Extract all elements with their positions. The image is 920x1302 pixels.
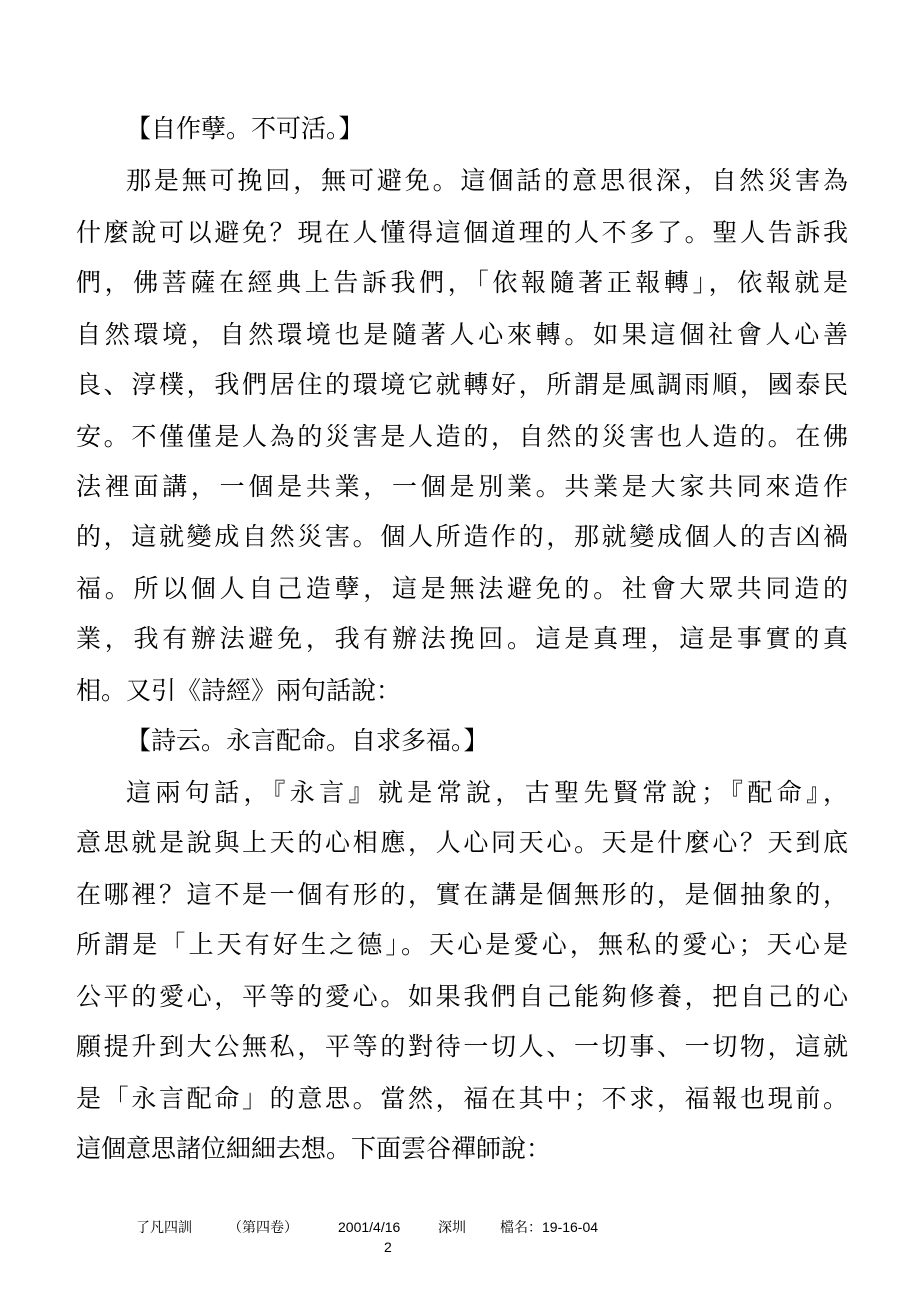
paragraph-2-line: 願提升到大公無私，平等的對待一切人、一切事、一切物，這就: [76, 1032, 848, 1061]
quote-heading-2: 【詩云。永言配命。自求多福。】: [126, 726, 489, 755]
paragraph-1-line: 相。又引《詩經》兩句話說：: [76, 676, 402, 705]
paragraph-2-line: 這個意思諸位細細去想。下面雲谷禪師說：: [76, 1134, 552, 1163]
paragraph-2-line: 這兩句話，『永言』就是常說，古聖先賢常說；『配命』，: [126, 778, 848, 807]
footer-date: 2001/4/16: [338, 1219, 401, 1235]
paragraph-1-line: 那是無可挽回，無可避免。這個話的意思很深，自然災害為: [126, 166, 848, 195]
paragraph-2-line: 意思就是說與上天的心相應，人心同天心。天是什麼心？天到底: [76, 828, 848, 857]
paragraph-1-line: 福。所以個人自己造孽，這是無法避免的。社會大眾共同造的: [76, 574, 848, 603]
footer-volume: （第四卷）: [228, 1219, 298, 1235]
paragraph-1-line: 業，我有辦法避免，我有辦法挽回。這是真理，這是事實的真: [76, 624, 848, 653]
paragraph-1-line: 安。不僅僅是人為的災害是人造的，自然的災害也人造的。在佛: [76, 422, 848, 451]
paragraph-2-line: 是「永言配命」的意思。當然，福在其中；不求，福報也現前。: [76, 1084, 848, 1113]
paragraph-2-line: 在哪裡？這不是一個有形的，實在講是個無形的，是個抽象的，: [76, 880, 848, 909]
paragraph-1-line: 自然環境，自然環境也是隨著人心來轉。如果這個社會人心善: [76, 320, 848, 349]
paragraph-1-line: 們，佛菩薩在經典上告訴我們，「依報隨著正報轉」，依報就是: [76, 268, 848, 297]
paragraph-2-line: 所謂是「上天有好生之德」。天心是愛心，無私的愛心；天心是: [76, 930, 848, 959]
paragraph-1-line: 什麼說可以避免？現在人懂得這個道理的人不多了。聖人告訴我: [76, 218, 848, 247]
page-number: 2: [384, 1239, 392, 1255]
paragraph-2-line: 公平的愛心，平等的愛心。如果我們自己能夠修養，把自己的心: [76, 982, 848, 1011]
footer-place: 深圳: [438, 1219, 466, 1235]
quote-heading-1: 【自作孽。不可活。】: [126, 114, 364, 143]
paragraph-1-line: 良、淳樸，我們居住的環境它就轉好，所謂是風調雨順，國泰民: [76, 370, 848, 399]
footer-file-name: 檔名：19-16-04: [500, 1219, 599, 1235]
footer-book-title: 了凡四訓: [136, 1219, 192, 1235]
paragraph-1-line: 法裡面講，一個是共業，一個是別業。共業是大家共同來造作: [76, 472, 848, 501]
paragraph-1-line: 的，這就變成自然災害。個人所造作的，那就變成個人的吉凶禍: [76, 522, 848, 551]
